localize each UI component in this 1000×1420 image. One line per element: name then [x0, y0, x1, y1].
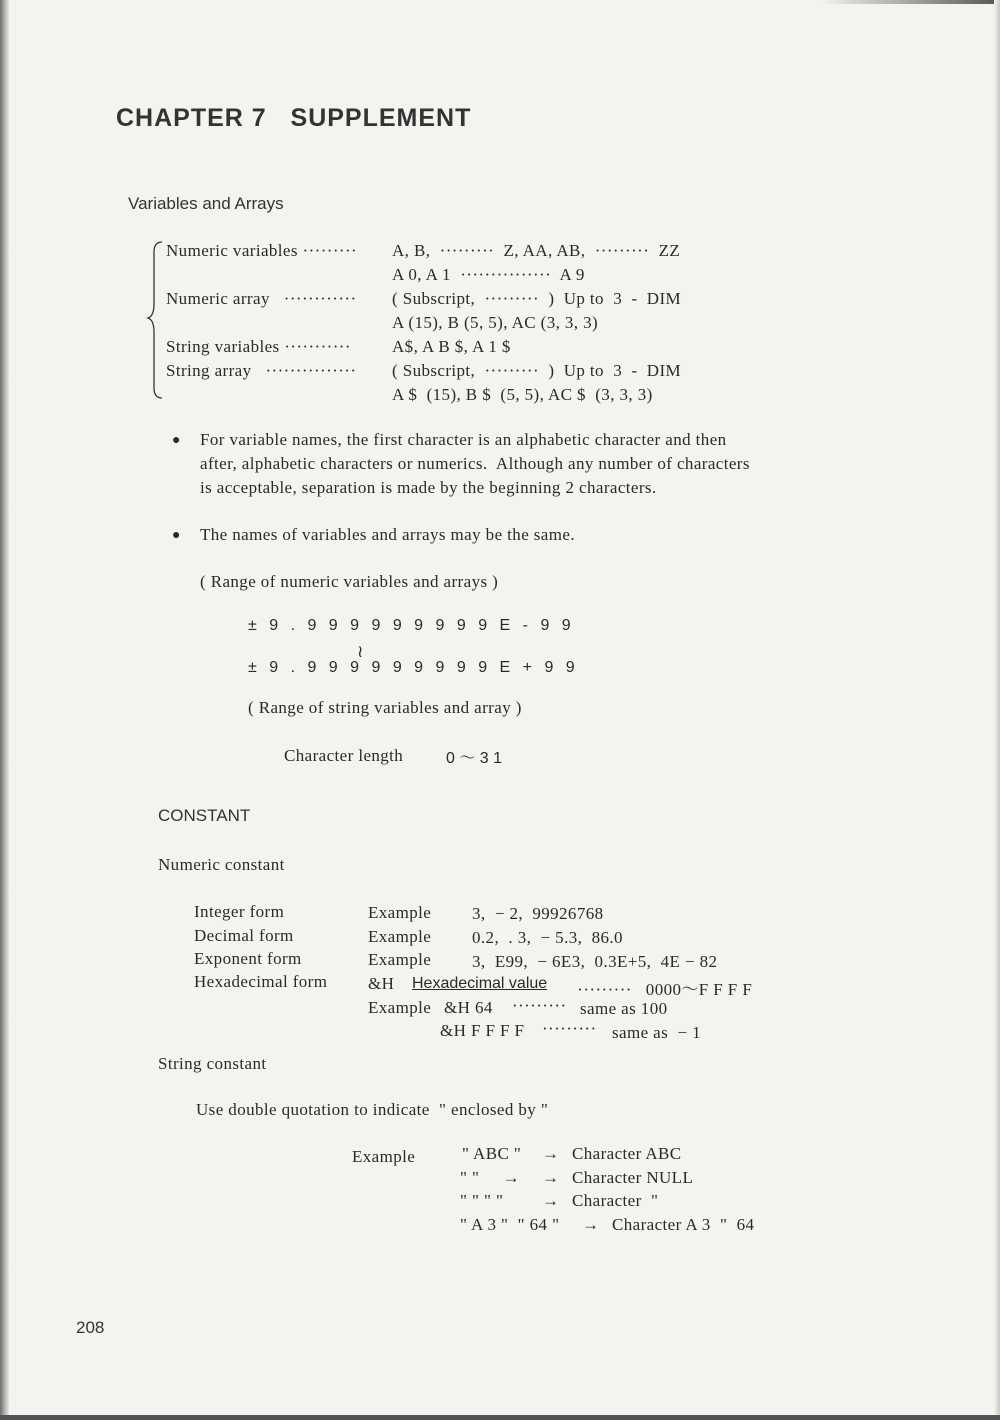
- numeric-constant-heading: Numeric constant: [158, 855, 285, 874]
- string-range-value: 0 ～ 3 1: [446, 750, 503, 767]
- section-heading-variables: Variables and Arrays: [128, 194, 284, 213]
- string-range-label: Character length: [284, 746, 404, 765]
- string-range-heading: ( Range of string variables and array ): [248, 698, 522, 717]
- var-value-6: A $ (15), B $ (5, 5), AC $ (3, 3, 3): [392, 385, 653, 404]
- var-label-5: String array ···············: [166, 361, 357, 380]
- bullet-0-line-0: For variable names, the first character is an alphabetic character and then: [200, 430, 727, 449]
- bullet-icon: ●: [172, 433, 181, 448]
- arrow-right-icon: →: [542, 1168, 560, 1187]
- string-example-0-right: Character ABC: [572, 1144, 682, 1163]
- arrow-right-icon: →: [582, 1215, 600, 1234]
- form-label-0: Integer form: [194, 902, 285, 921]
- bullet-0-line-2: is acceptable, separation is made by the beginning 2 characters.: [200, 478, 657, 497]
- left-brace-icon: [146, 240, 166, 400]
- page-top-edge: [820, 0, 1000, 4]
- chapter-title: CHAPTER 7 SUPPLEMENT: [116, 104, 472, 132]
- form-kind-3: &H: [368, 974, 395, 993]
- bullet-1-line-0: The names of variables and arrays may be the same.: [200, 525, 575, 544]
- numeric-range-low: ± 9 . 9 9 9 9 9 9 9 9 9 E - 9 9: [248, 617, 575, 634]
- string-example-3-left: " A 3 " " 64 ": [460, 1215, 560, 1234]
- var-value-1: A 0, A 1 ··············· A 9: [392, 265, 585, 284]
- bullet-0-line-1: after, alphabetic characters or numerics. Although any number of characters: [200, 454, 750, 473]
- hex-example-1-meaning: same as − 1: [612, 1023, 701, 1042]
- hex-example-1-code: &H F F F F: [440, 1021, 525, 1040]
- hex-example-0-meaning: same as 100: [580, 999, 668, 1018]
- page-number: 208: [76, 1318, 105, 1337]
- numeric-range-high: ± 9 . 9 9 9 9 9 9 9 9 9 E + 9 9: [248, 659, 579, 676]
- form-label-1: Decimal form: [194, 926, 294, 945]
- page-right-edge: [994, 0, 1000, 1420]
- var-label-0: Numeric variables ·········: [166, 241, 358, 260]
- arrow-right-icon: →: [542, 1191, 560, 1210]
- hex-value-underlined: Hexadecimal value: [412, 975, 548, 992]
- arrow-right-icon: →: [542, 1144, 560, 1163]
- form-kind-1: Example: [368, 927, 432, 946]
- bullet-icon: ●: [172, 528, 181, 543]
- hex-value-range: ········· 0000～F F F F: [568, 980, 753, 999]
- form-value-2: 3, E99, − 6E3, 0.3E+5, 4E − 82: [472, 952, 718, 971]
- string-example-1-left: " " →: [460, 1168, 525, 1187]
- var-value-2: ( Subscript, ········· ) Up to 3 - DIM: [392, 289, 682, 308]
- string-example-0-left: " ABC ": [462, 1144, 522, 1163]
- hex-example-1-dots: ·········: [542, 1019, 597, 1038]
- constant-heading: CONSTANT: [158, 806, 251, 825]
- string-example-2-right: Character ": [572, 1191, 659, 1210]
- string-constant-desc: Use double quotation to indicate " enclosed by ": [196, 1100, 549, 1119]
- form-value-1: 0.2, . 3, − 5.3, 86.0: [472, 928, 623, 947]
- var-value-0: A, B, ········· Z, AA, AB, ········· ZZ: [392, 241, 681, 260]
- var-value-4: A$, A B $, A 1 $: [392, 337, 511, 356]
- var-label-2: Numeric array ············: [166, 289, 357, 308]
- hex-example-0-code: &H 64: [444, 998, 493, 1017]
- var-label-4: String variables ···········: [166, 337, 351, 356]
- numeric-range-heading: ( Range of numeric variables and arrays ): [200, 572, 499, 591]
- form-kind-0: Example: [368, 903, 432, 922]
- form-value-0: 3, − 2, 99926768: [472, 904, 604, 923]
- page-bottom-edge: [0, 1415, 1000, 1420]
- page-binding-edge: [0, 0, 9, 1420]
- hex-example-0-prefix: Example: [368, 998, 432, 1017]
- string-example-3-right: Character A 3 " 64: [612, 1215, 755, 1234]
- form-kind-2: Example: [368, 950, 432, 969]
- string-example-1-right: Character NULL: [572, 1168, 694, 1187]
- string-examples-label: Example: [352, 1147, 416, 1166]
- string-example-2-left: " " " ": [460, 1191, 504, 1210]
- form-label-2: Exponent form: [194, 949, 302, 968]
- var-value-3: A (15), B (5, 5), AC (3, 3, 3): [392, 313, 599, 332]
- var-value-5: ( Subscript, ········· ) Up to 3 - DIM: [392, 361, 682, 380]
- string-constant-heading: String constant: [158, 1054, 267, 1073]
- hex-example-0-dots: ·········: [512, 996, 567, 1015]
- form-label-3: Hexadecimal form: [194, 972, 328, 991]
- numeric-range-tilde: ≀: [357, 642, 364, 661]
